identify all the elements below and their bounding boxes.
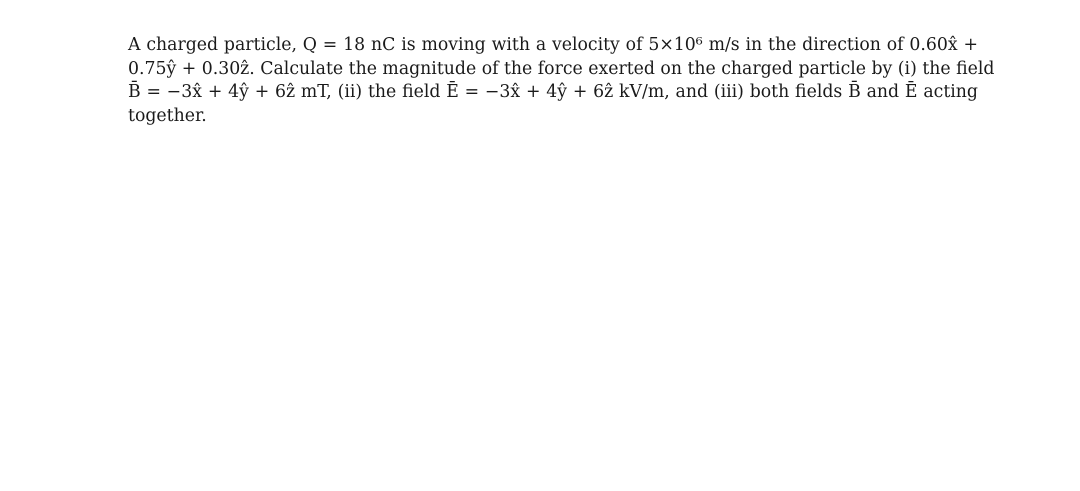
problem-line-3: B̄ = −3x̂ + 4ŷ + 6ẑ mT, (ii) the field Ē = −3x̂ + 4ŷ + 6ẑ kV/m, and (iii) both fields B̄ and Ē acting	[128, 82, 978, 102]
problem-statement	[128, 34, 995, 128]
problem-line-1: A charged particle, Q = 18 nC is moving with a velocity of 5×10⁶ m/s in the direction of 0.60x̂ +	[128, 35, 978, 55]
problem-line-2: 0.75ŷ + 0.30ẑ. Calculate the magnitude of the force exerted on the charged particle by (i) the field	[128, 58, 995, 79]
problem-line-4: together.	[128, 105, 207, 126]
